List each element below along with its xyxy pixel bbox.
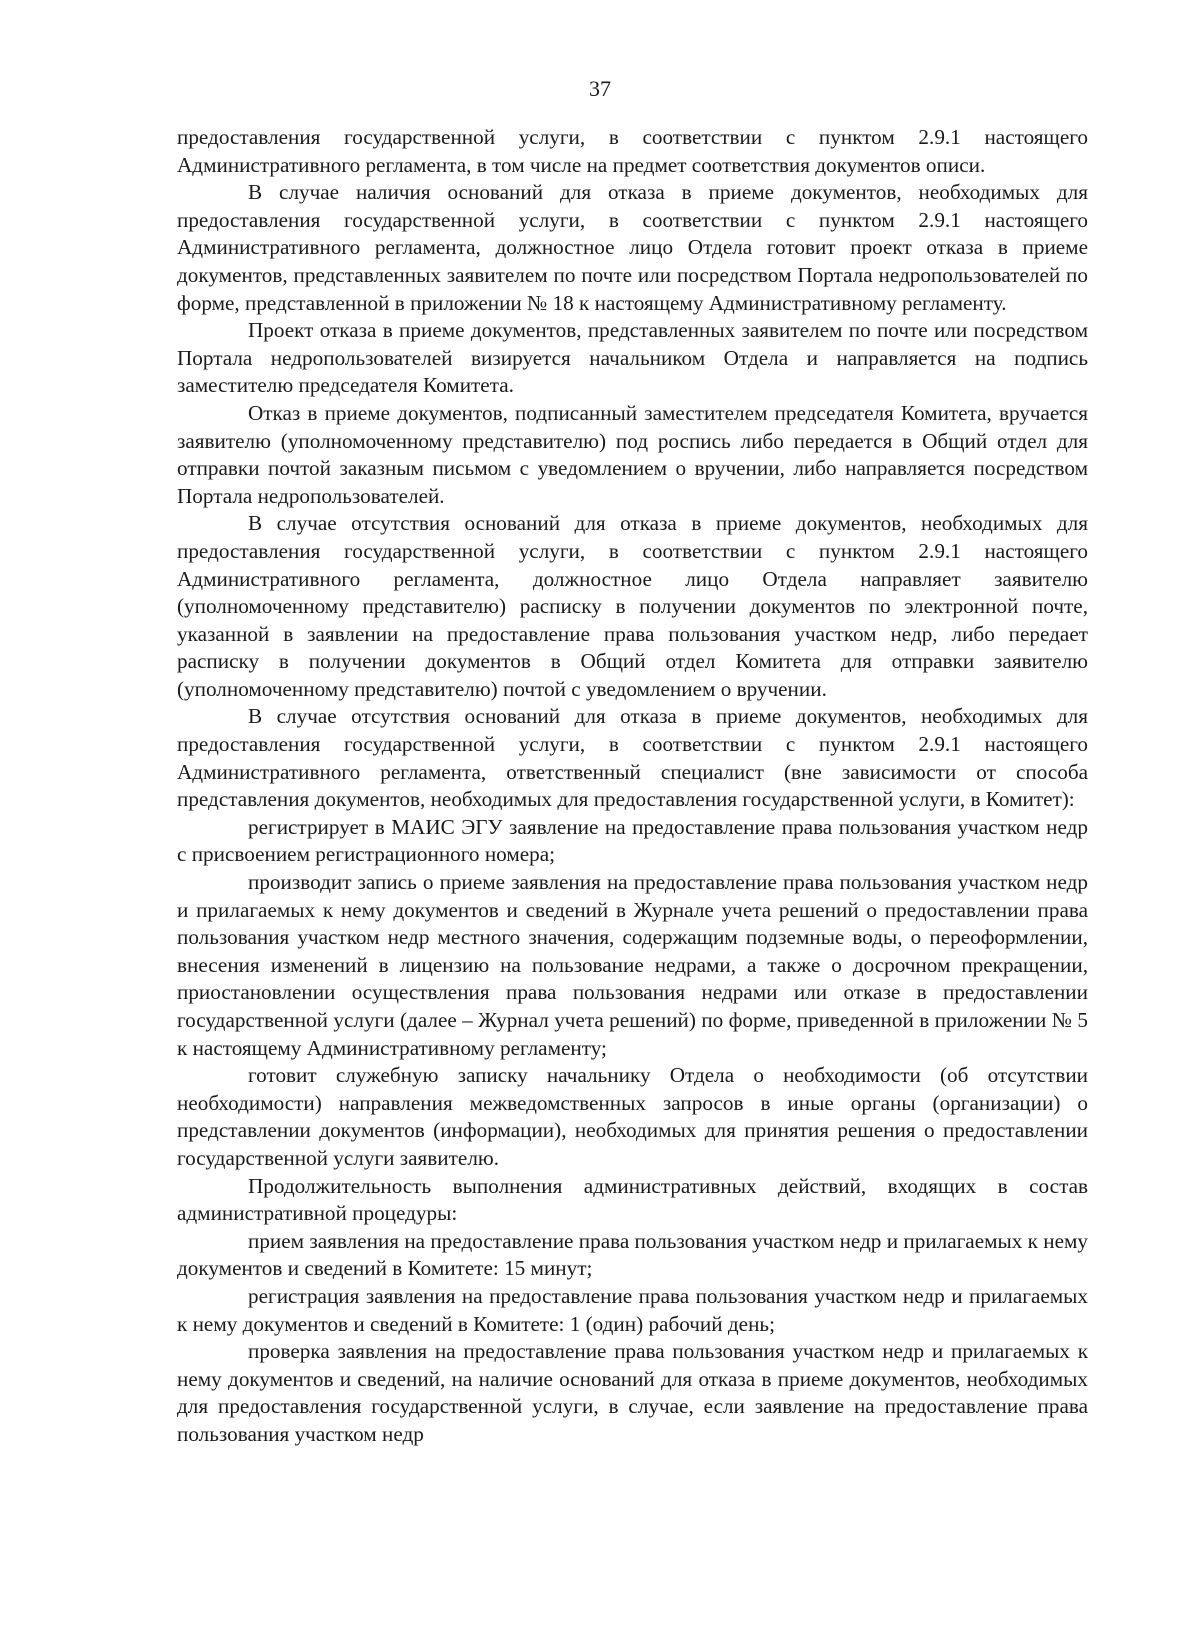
paragraph: В случае наличия оснований для отказа в приеме документов, необходимых для предоставления государственной услуги, в соответствии с пунктом 2.9.1 настоящего Административного регламента, должностное лицо Отдела готовит проект отказа в приеме документов, представленных заявителем по почте или посредством Портала недропользователей по форме, представленной в приложении № 18 к настоящему Административному регламенту. [177, 180, 1088, 315]
paragraph: предоставления государственной услуги, в соответствии с пунктом 2.9.1 настоящего Административного регламента, в том числе на предмет соответствия документов описи. [177, 125, 1088, 177]
list-item: прием заявления на предоставление права пользования участком недр и прилагаемых к нему документов и сведений в Комитете: 15 минут; [177, 1228, 1088, 1281]
paragraph: В случае отсутствия оснований для отказа в приеме документов, необходимых для предоставления государственной услуги, в соответствии с пунктом 2.9.1 настоящего Административного регламента, ответственный специалист (вне зависимости от способа представления документов, необходимых для предоставления государственной услуги, в Комитет): [177, 704, 1088, 812]
list-item: производит запись о приеме заявления на предоставление права пользования участком недр и прилагаемых к нему документов и сведений в Журнале учета решений о предоставлении права пользования участком недр местного значения, содержащим подземные воды, о переоформлении, внесения изменений в лицензию на пользование недрами, а также о досрочном прекращении, приостановлении осуществления права пользования недрами или отказе в предоставлении государственной услуги (далее – Журнал учета решений) по форме, приведенной в приложении № 5 к настоящему Административному регламенту; [177, 870, 1088, 1060]
list-item: готовит служебную записку начальнику Отдела о необходимости (об отсутствии необходимости) направления межведомственных запросов в иные органы (организации) о представлении документов (информации), необходимых для принятия решения о предоставлении государственной услуги заявителю. [177, 1063, 1088, 1170]
list-item: проверка заявления на предоставление права пользования участком недр и прилагаемых к нему документов и сведений, на наличие оснований для отказа в приеме документов, необходимых для предоставления государственной услуги, в случае, если заявление на предоставление права пользования участком недр [177, 1339, 1088, 1446]
document-body [177, 124, 1088, 1449]
list-item: регистрация заявления на предоставление права пользования участком недр и прилагаемых к нему документов и сведений в Комитете: 1 (один) рабочий день; [177, 1283, 1088, 1336]
page-number: 37 [589, 76, 611, 101]
paragraph: Отказ в приеме документов, подписанный заместителем председателя Комитета, вручается заявителю (уполномоченному представителю) под роспись либо передается в Общий отдел для отправки почтой заказным письмом с уведомлением о вручении, либо направляется посредством Портала недропользователей. [177, 400, 1088, 508]
paragraph: В случае отсутствия оснований для отказа в приеме документов, необходимых для предоставления государственной услуги, в соответствии с пунктом 2.9.1 настоящего Административного регламента, должностное лицо Отдела направляет заявителю (уполномоченному представителю) расписку в получении документов по электронной почте, указанной в заявлении на предоставление права пользования участком недр, либо передает расписку в получении документов в Общий отдел Комитета для отправки заявителю (уполномоченному представителю) почтой с уведомлением о вручении. [177, 511, 1088, 701]
paragraph: Проект отказа в приеме документов, представленных заявителем по почте или посредством Портала недропользователей визируется начальником Отдела и направляется на подпись заместителю председателя Комитета. [177, 318, 1088, 398]
list-item: регистрирует в МАИС ЭГУ заявление на предоставление права пользования участком недр с присвоением регистрационного номера; [177, 814, 1088, 867]
paragraph: Продолжительность выполнения административных действий, входящих в состав административной процедуры: [177, 1173, 1088, 1226]
